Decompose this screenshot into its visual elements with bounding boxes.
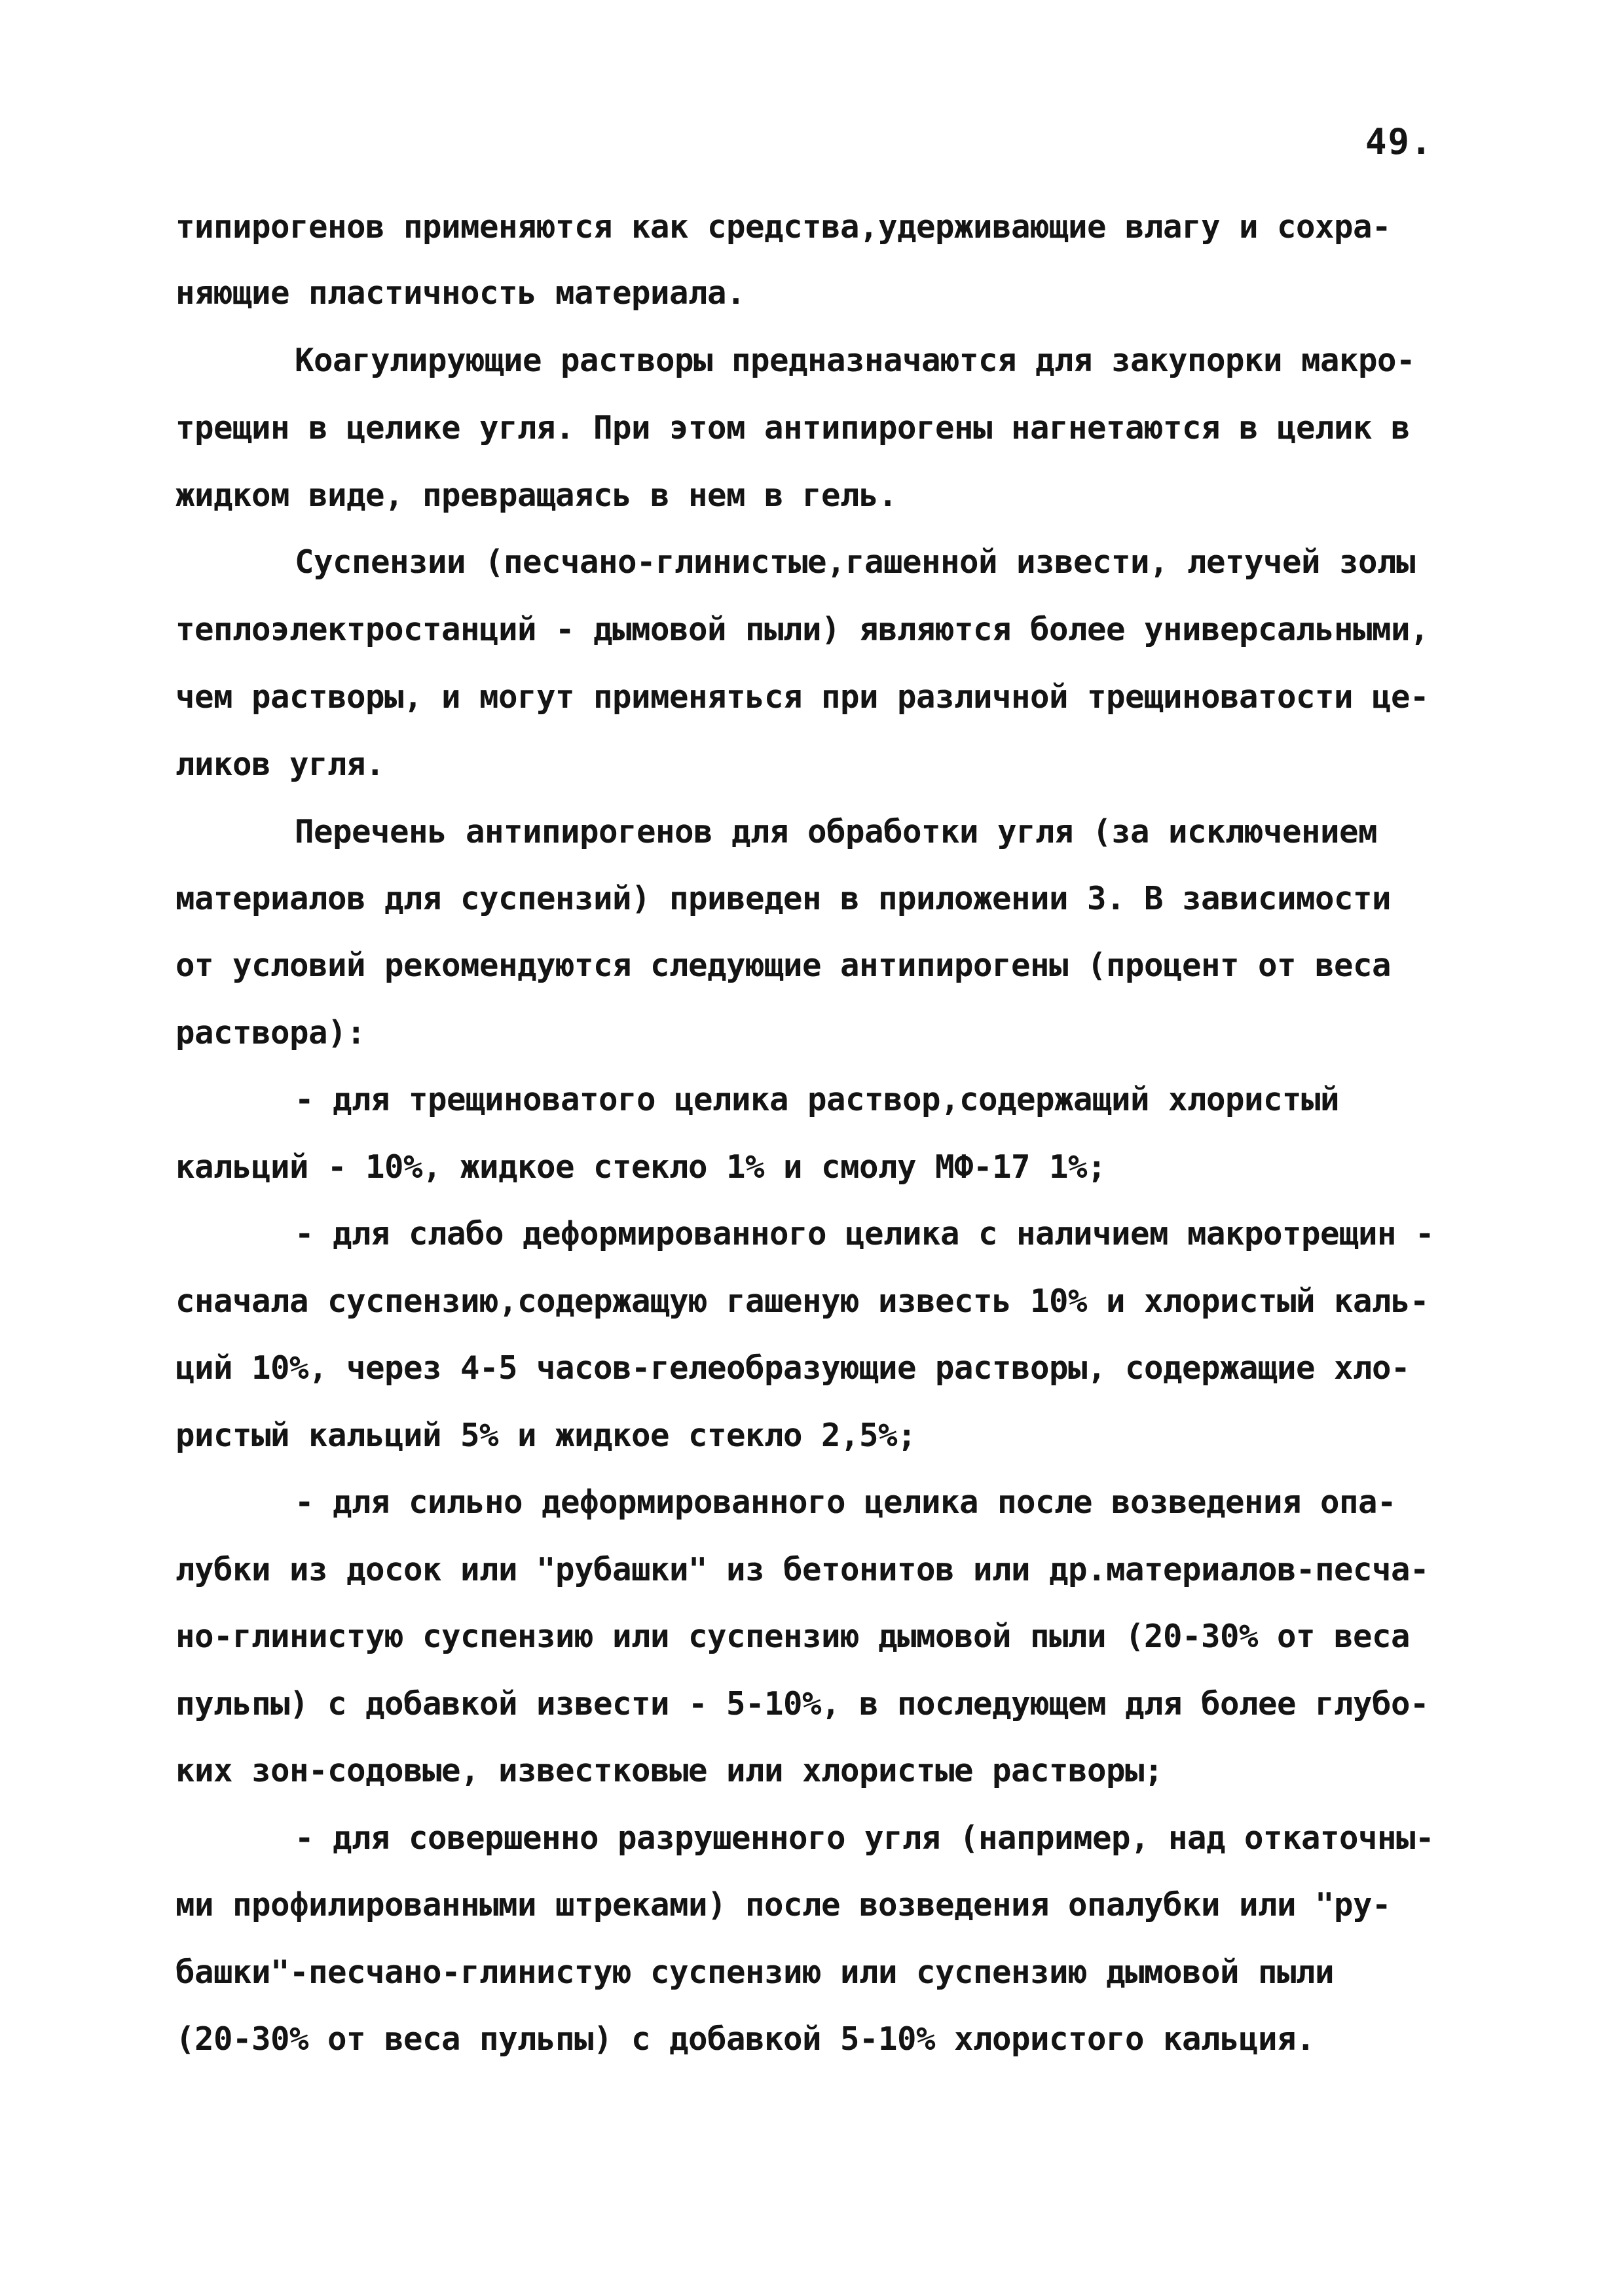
text-line: Коагулирующие растворы предназначаются для закупорки макро- <box>295 342 1416 379</box>
text-line: чем растворы, и могут применяться при различной трещиноватости це- <box>175 678 1430 716</box>
text-line: - для слабо деформированного целика с наличием макротрещин - <box>295 1215 1435 1252</box>
text-line: - для совершенно разрушенного угля (например, над откаточны- <box>295 1819 1435 1857</box>
text-line: башки"-песчано-глинистую суспензию или суспензию дымовой пыли <box>175 1954 1335 1991</box>
text-line: пульпы) с добавкой извести - 5-10%, в последующем для более глубо- <box>175 1685 1430 1722</box>
text-line: - для трещиноватого целика раствор,содержащий хлористый <box>295 1081 1340 1118</box>
text-line: раствора): <box>175 1014 366 1051</box>
text-line: ких зон-содовые, известковые или хлористые растворы; <box>175 1752 1164 1789</box>
text-line: ристый кальций 5% и жидкое стекло 2,5%; <box>175 1417 917 1454</box>
text-line: типирогенов применяются как средства,удерживающие влагу и сохра- <box>175 208 1392 246</box>
text-line: - для сильно деформированного целика после возведения опа- <box>295 1484 1397 1521</box>
page-number: 49. <box>1365 121 1433 162</box>
text-line: няющие пластичность материала. <box>175 274 746 312</box>
text-line: сначала суспензию,содержащую гашеную известь 10% и хлористый каль- <box>175 1283 1430 1320</box>
text-line: ций 10%, через 4-5 часов-гелеобразующие растворы, содержащие хло- <box>175 1349 1411 1387</box>
text-line: Суспензии (песчано-глинистые,гашенной извести, летучей золы <box>295 543 1416 581</box>
text-line: ликов угля. <box>175 746 385 783</box>
text-line: кальций - 10%, жидкое стекло 1% и смолу МФ-17 1%; <box>175 1148 1107 1186</box>
text-line: Перечень антипирогенов для обработки угля (за исключением <box>295 813 1378 850</box>
text-line: материалов для суспензий) приведен в приложении 3. В зависимости <box>175 880 1392 917</box>
text-line: трещин в целике угля. При этом антипирогены нагнетаются в целик в <box>175 409 1411 446</box>
text-line: теплоэлектростанций - дымовой пыли) являются более универсальными, <box>175 611 1430 648</box>
text-line: жидком виде, превращаясь в нем в гель. <box>175 477 898 514</box>
text-line: но-глинистую суспензию или суспензию дымовой пыли (20-30% от веса <box>175 1618 1411 1655</box>
text-line: от условий рекомендуются следующие антипирогены (процент от веса <box>175 947 1392 984</box>
text-line: лубки из досок или "рубашки" из бетонитов или др.материалов-песча- <box>175 1551 1430 1588</box>
text-line: (20-30% от веса пульпы) с добавкой 5-10% хлористого кальция. <box>175 2020 1316 2058</box>
text-line: ми профилированными штреками) после возведения опалубки или "ру- <box>175 1886 1392 1923</box>
